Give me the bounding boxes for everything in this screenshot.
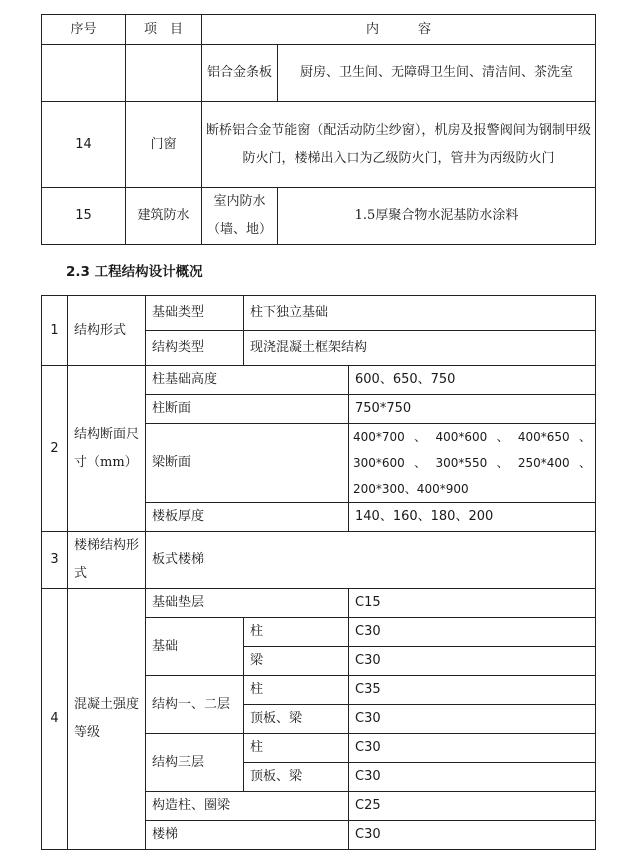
row-key: 构造柱、圈梁: [146, 792, 349, 821]
structure-design-table: [41, 295, 596, 850]
row-no: 14: [42, 102, 126, 188]
group-label: 结构断面尺寸（mm）: [68, 366, 146, 532]
row-sub-key: 顶板、梁: [244, 763, 349, 792]
section-heading: 2.3 工程结构设计概况: [66, 264, 203, 280]
row-key: 梁断面: [146, 424, 349, 503]
row-value: C30: [349, 618, 596, 647]
row-key: 基础类型: [146, 296, 244, 331]
group-no: 1: [42, 296, 68, 366]
table-row: [42, 589, 596, 618]
row-key: 楼板厚度: [146, 503, 349, 532]
row-sub-key: 顶板、梁: [244, 705, 349, 734]
header-item: 项 目: [126, 15, 202, 45]
row-key: 结构三层: [146, 734, 244, 792]
group-label: 楼梯结构形式: [68, 532, 146, 589]
table-row: [42, 102, 596, 188]
row-content: 1.5厚聚合物水泥基防水涂料: [278, 188, 596, 245]
table-row: [42, 45, 596, 102]
row-content: 断桥铝合金节能窗（配活动防尘纱窗），机房及报警阀间为钢制甲级防火门，楼梯出入口为乙级防火门，管井为丙级防火门: [202, 102, 596, 188]
table-header-row: [42, 15, 596, 45]
row-key: 基础: [146, 618, 244, 676]
row-value: C35: [349, 676, 596, 705]
group-label: 混凝土强度等级: [68, 589, 146, 850]
table-row: [42, 532, 596, 589]
group-label: 结构形式: [68, 296, 146, 366]
row-value: C25: [349, 792, 596, 821]
table-row: [42, 296, 596, 331]
row-key: 楼梯: [146, 821, 349, 850]
row-value: C30: [349, 821, 596, 850]
group-no: 3: [42, 532, 68, 589]
row-value: C30: [349, 647, 596, 676]
header-content: 内 容: [202, 15, 596, 45]
row-item: 门窗: [126, 102, 202, 188]
row-key: 柱断面: [146, 395, 349, 424]
building-items-table: [41, 14, 596, 245]
table-row: [42, 188, 596, 245]
row-sub-key: 柱: [244, 618, 349, 647]
row-item: 建筑防水: [126, 188, 202, 245]
row-sub-item: 室内防水（墙、地）: [202, 188, 278, 245]
row-key: 结构类型: [146, 331, 244, 366]
row-content: 厨房、卫生间、无障碍卫生间、清洁间、茶洗室: [278, 45, 596, 102]
row-key: 柱基础高度: [146, 366, 349, 395]
row-value: 750*750: [349, 395, 596, 424]
row-value: C30: [349, 763, 596, 792]
row-value: 现浇混凝土框架结构: [244, 331, 596, 366]
row-no: 15: [42, 188, 126, 245]
row-value: 140、160、180、200: [349, 503, 596, 532]
row-value: 柱下独立基础: [244, 296, 596, 331]
row-key: 基础垫层: [146, 589, 349, 618]
row-value: C30: [349, 705, 596, 734]
row-key: 结构一、二层: [146, 676, 244, 734]
table-row: [42, 366, 596, 395]
row-value: C15: [349, 589, 596, 618]
row-no: [42, 45, 126, 102]
row-value: 板式楼梯: [146, 532, 596, 589]
group-no: 2: [42, 366, 68, 532]
row-sub-key: 柱: [244, 734, 349, 763]
row-value: C30: [349, 734, 596, 763]
row-sub-key: 柱: [244, 676, 349, 705]
row-value: 600、650、750: [349, 366, 596, 395]
row-sub-item: 铝合金条板: [202, 45, 278, 102]
row-sub-key: 梁: [244, 647, 349, 676]
group-no: 4: [42, 589, 68, 850]
row-item: [126, 45, 202, 102]
header-no: 序号: [42, 15, 126, 45]
row-value: 400*700、400*600、400*650、300*600、300*550、250*400、200*300、400*900: [349, 424, 596, 503]
